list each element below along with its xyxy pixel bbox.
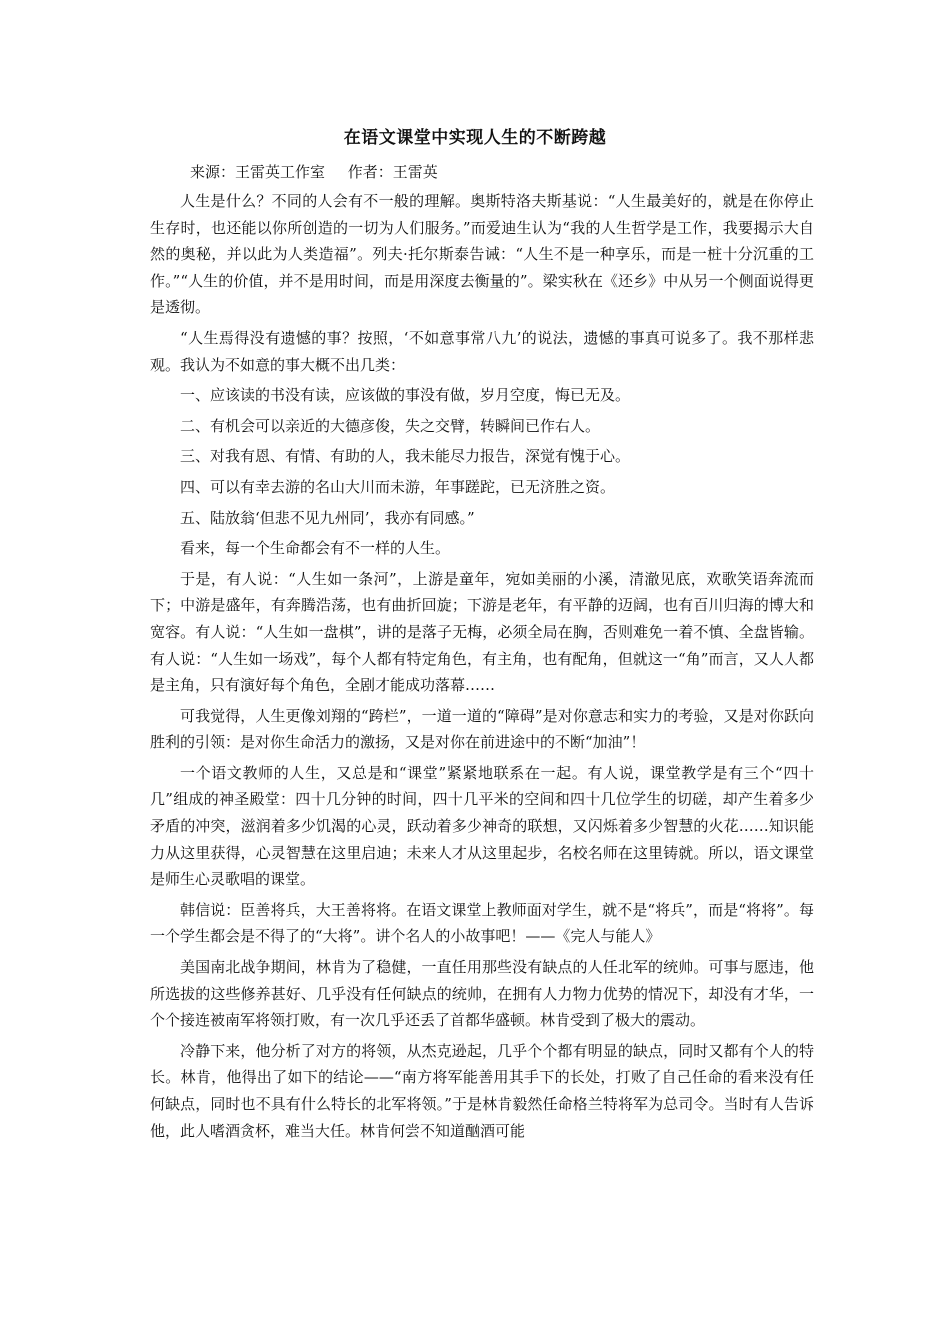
paragraph: 五、陆放翁‘但悲不见九州同’，我亦有同感。” [180,508,475,527]
author-label: 作者：王雷英 [347,163,438,181]
paragraph: 一、应该读的书没有读，应该做的事没有做，岁月空度，悔已无及。 [180,386,631,405]
paragraph: 于是，有人说：“人生如一条河”，上游是童年，宛如美丽的小溪，清澈见底，欢歌笑语奔流而下；中游是盛年，有奔腾浩荡，也有曲折回旋；下游是老年，有平静的迈阔，也有百川归海的博大和宽容。有人说：“人生如一盘棋”，讲的是落子无梅，必须全局在胸，否则难免一着不慎、全盘皆输。有人说：“人生如一场戏”，每个人都有特定角色，有主角，也有配角，但就这一“角”而言，又人人都是主角，只有演好每个角色，全剧才能成功落幕…… [150,569,814,695]
paragraph: 看来，每一个生命都会有不一样的人生。 [180,539,451,558]
paragraph: 一个语文教师的人生，又总是和“课堂”紧紧地联系在一起。有人说，课堂教学是有三个“四十几”组成的神圣殿堂：四十几分钟的时间，四十几平米的空间和四十几位学生的切磋，却产生着多少矛盾的冲突，滋润着多少饥渴的心灵，跃动着多少神奇的联想，又闪烁着多少智慧的火花……知识能力从这里获得，心灵智慧在这里启迪；未来人才从这里起步，名校名师在这里铸就。所以，语文课堂是师生心灵歌唱的课堂。 [150,763,814,889]
paragraph: 美国南北战争期间，林肯为了稳健，一直任用那些没有缺点的人任北军的统帅。可事与愿违，他所选拔的这些修养甚好、几乎没有任何缺点的统帅，在拥有人力物力优势的情况下，却没有才华，一个个接连被南军将领打败，有一次几乎还丢了首都华盛顿。林肯受到了极大的震动。 [150,958,814,1030]
paragraph: 二、有机会可以亲近的大德彦俊，失之交臂，转瞬间已作右人。 [180,416,601,435]
document-title: 在语文课堂中实现人生的不断跨越 [343,128,607,148]
paragraph: 冷静下来，他分析了对方的将领，从杰克逊起，几乎个个都有明显的缺点，同时又都有个人的特长。林肯，他得出了如下的结论——“南方将军能善用其手下的长处，打败了自己任命的看来没有任何缺点，同时也不具有什么特长的北军将领。”于是林肯毅然任命格兰特将军为总司令。当时有人告诉他，此人嗜酒贪杯，难当大任。林肯何尝不知道酗酒可能 [150,1041,814,1140]
source-label: 来源：王雷英工作室 [190,163,326,181]
paragraph: “人生焉得没有遗憾的事？按照，‘不如意事常八九’的说法，遗憾的事真可说多了。我不那样悲观。我认为不如意的事大概不出几类： [150,328,814,374]
paragraph: 可我觉得，人生更像刘翔的“跨栏”，一道一道的“障碍”是对你意志和实力的考验，又是对你跃向胜利的引领：是对你生命活力的激扬，又是对你在前进途中的不断“加油”！ [150,706,814,752]
document-meta [190,158,438,186]
document-body [150,188,814,1148]
paragraph: 韩信说：臣善将兵，大王善将将。在语文课堂上教师面对学生，就不是“将兵”，而是“将将”。每一个学生都会是不得了的“大将”。讲个名人的小故事吧！——《完人与能人》 [150,900,814,946]
paragraph: 人生是什么？不同的人会有不一般的理解。奥斯特洛夫斯基说：“人生最美好的，就是在你停止生存时，也还能以你所创造的一切为人们服务。”而爱迪生认为“我的人生哲学是工作，我要揭示大自然的奥秘，并以此为人类造福”。列夫·托尔斯泰告诫：“人生不是一种享乐，而是一桩十分沉重的工作。”“人生的价值，并不是用时间，而是用深度去衡量的”。梁实秋在《还乡》中从另一个侧面说得更是透彻。 [150,192,814,317]
paragraph: 四、可以有幸去游的名山大川而未游，年事蹉跎，已无济胜之资。 [180,477,616,496]
paragraph: 三、对我有恩、有情、有助的人，我未能尽力报告，深觉有愧于心。 [180,447,631,466]
